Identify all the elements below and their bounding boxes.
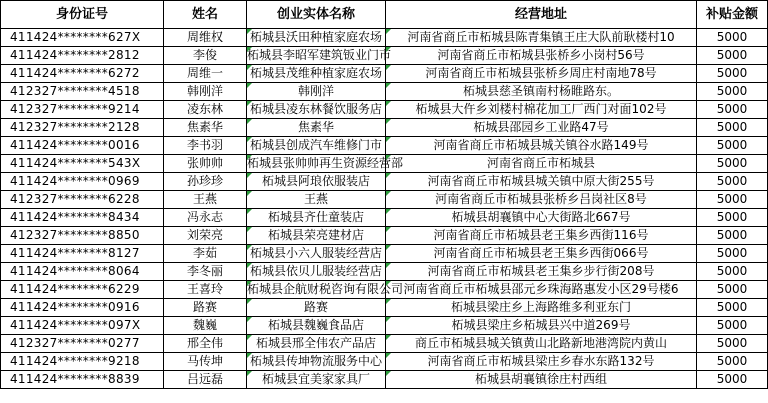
amount-cell[interactable]: [697, 245, 768, 263]
entity-cell-text: 柘城县依贝儿服装经营店: [249, 264, 382, 278]
address-cell[interactable]: [386, 245, 697, 263]
id-cell-text: 412327********2128: [10, 120, 140, 134]
id-cell-text: 411424********8064: [10, 264, 140, 278]
id-cell[interactable]: [1, 263, 164, 281]
id-cell[interactable]: [1, 155, 164, 173]
id-cell-text: 411424********0916: [10, 300, 140, 314]
entity-cell[interactable]: [247, 371, 386, 389]
entity-cell-text: 路赛: [303, 300, 328, 314]
entity-cell[interactable]: [247, 335, 386, 353]
name-cell[interactable]: [164, 173, 247, 191]
amount-cell[interactable]: [697, 83, 768, 101]
id-cell-text: 412327********4518: [10, 84, 140, 98]
error-indicator-icon: [386, 317, 391, 322]
name-cell[interactable]: [164, 317, 247, 335]
header-id[interactable]: 身份证号: [1, 1, 164, 29]
address-cell-text: 柘城县胡襄镇中心大街路北667号: [451, 210, 631, 224]
id-cell-text: 411424********097X: [10, 318, 141, 332]
name-cell-text: 张帅帅: [186, 156, 223, 170]
amount-cell-text: 5000: [716, 102, 748, 116]
address-cell[interactable]: [386, 371, 697, 389]
name-cell-text: 邢全伟: [186, 336, 223, 350]
entity-cell-text: 柘城县沃田种植家庭农场: [249, 30, 382, 44]
id-cell[interactable]: [1, 65, 164, 83]
id-cell[interactable]: [1, 371, 164, 389]
id-cell[interactable]: [1, 83, 164, 101]
address-cell[interactable]: [386, 83, 697, 101]
id-cell-text: 412327********8850: [10, 228, 140, 242]
table-row: [1, 353, 768, 371]
name-cell[interactable]: [164, 335, 247, 353]
name-cell-text: 吕远磊: [186, 372, 223, 386]
header-entity[interactable]: 创业实体名称: [247, 1, 386, 29]
id-cell-text: 411424********6229: [10, 282, 140, 296]
table-row: [1, 29, 768, 47]
id-cell-text: 411424********8839: [10, 372, 140, 386]
address-cell-text: 柘城县大仵乡刘楼村棉花加工厂西门对面102号: [415, 102, 667, 116]
amount-cell-text: 5000: [716, 30, 748, 44]
error-indicator-icon: [386, 101, 391, 106]
entity-cell[interactable]: [247, 65, 386, 83]
entity-cell[interactable]: [247, 155, 404, 173]
id-cell-text: 411424********627X: [10, 30, 141, 44]
error-indicator-icon: [247, 191, 252, 196]
table-row: [1, 209, 768, 227]
address-cell[interactable]: [386, 353, 697, 371]
entity-cell[interactable]: [247, 29, 386, 47]
error-indicator-icon: [247, 245, 252, 250]
id-cell-text: 412327********9214: [10, 102, 140, 116]
amount-cell-text: 5000: [716, 120, 748, 134]
name-cell[interactable]: [164, 119, 247, 137]
amount-cell-text: 5000: [716, 246, 748, 260]
amount-cell[interactable]: [697, 191, 768, 209]
error-indicator-icon: [247, 227, 252, 232]
entity-cell-text: 王燕: [303, 192, 328, 206]
name-cell[interactable]: [164, 245, 247, 263]
name-cell-text: 刘荣亮: [186, 228, 223, 242]
error-indicator-icon: [386, 83, 391, 88]
entity-cell-text: 柘城县创成汽车维修门市: [249, 138, 382, 152]
error-indicator-icon: [386, 29, 391, 34]
amount-cell-text: 5000: [716, 48, 748, 62]
address-cell-text: 河南省商丘市柘城县老王集乡步行街208号: [427, 264, 655, 278]
name-cell-text: 李冬丽: [186, 264, 223, 278]
name-cell-text: 焦素华: [186, 120, 223, 134]
address-cell-text: 河南省商丘市柘城县梁庄乡春水东路132号: [427, 354, 655, 368]
address-cell-text: 柘城县梁庄乡柘城县兴中道269号: [451, 318, 631, 332]
entity-cell[interactable]: [247, 281, 404, 299]
error-indicator-icon: [386, 335, 391, 340]
error-indicator-icon: [386, 281, 391, 286]
error-indicator-icon: [386, 245, 391, 250]
name-cell[interactable]: [164, 191, 247, 209]
table-row: [1, 245, 768, 263]
address-cell[interactable]: [386, 299, 697, 317]
entity-cell-text: 柘城县阿琅依服装店: [261, 174, 370, 188]
error-indicator-icon: [247, 65, 252, 70]
id-cell-text: 411424********8127: [10, 246, 140, 260]
entity-cell[interactable]: [247, 353, 386, 371]
table-row: [1, 101, 768, 119]
table-row: [1, 281, 768, 299]
amount-cell[interactable]: [697, 263, 768, 281]
entity-cell-text: 柘城县凌东林餐饮服务店: [249, 102, 382, 116]
error-indicator-icon: [386, 371, 391, 376]
error-indicator-icon: [247, 155, 252, 160]
amount-cell-text: 5000: [716, 84, 748, 98]
entity-cell[interactable]: [247, 299, 386, 317]
address-cell-text: 柘城县胡襄镇徐庄村西组: [474, 372, 607, 386]
address-cell[interactable]: [386, 47, 697, 65]
name-cell-text: 路赛: [192, 300, 217, 314]
address-cell-text: 柘城县梁庄乡上海路维多利亚东门: [450, 300, 631, 314]
entity-cell[interactable]: [247, 317, 386, 335]
name-cell[interactable]: [164, 47, 247, 65]
entity-cell-text: 柘城县魏巍食品店: [267, 318, 364, 332]
entity-cell-text: 焦素华: [297, 120, 334, 134]
id-cell[interactable]: [1, 299, 164, 317]
id-cell[interactable]: [1, 317, 164, 335]
amount-cell[interactable]: [697, 137, 768, 155]
amount-cell[interactable]: [697, 155, 768, 173]
id-cell[interactable]: [1, 47, 164, 65]
table-row: [1, 191, 768, 209]
error-indicator-icon: [247, 47, 252, 52]
error-indicator-icon: [386, 191, 391, 196]
id-cell-text: 412327********0277: [10, 336, 140, 350]
address-cell[interactable]: [386, 191, 697, 209]
table-row: [1, 137, 768, 155]
error-indicator-icon: [247, 353, 252, 358]
entity-cell-text: 柘城县小六人服装经营店: [249, 246, 382, 260]
table-row: [1, 371, 768, 389]
name-cell[interactable]: [164, 83, 247, 101]
address-cell[interactable]: [386, 317, 697, 335]
error-indicator-icon: [386, 65, 391, 70]
name-cell-text: 马传坤: [186, 354, 223, 368]
name-cell[interactable]: [164, 65, 247, 83]
address-cell[interactable]: [386, 335, 697, 353]
entity-cell-text: 柘城县齐仕童装店: [267, 210, 364, 224]
entity-cell-text: 柘城县传坤物流服务中心: [249, 354, 382, 368]
name-cell-text: 凌东林: [186, 102, 223, 116]
error-indicator-icon: [247, 119, 252, 124]
error-indicator-icon: [247, 83, 252, 88]
table-row: [1, 299, 768, 317]
table-row: [1, 119, 768, 137]
id-cell-text: 411424********9218: [10, 354, 140, 368]
address-cell[interactable]: [386, 281, 697, 299]
amount-cell-text: 5000: [716, 300, 748, 314]
error-indicator-icon: [386, 155, 391, 160]
amount-cell[interactable]: [697, 317, 768, 335]
address-cell-text: 柘城县邵园乡工业路47号: [473, 120, 609, 134]
error-indicator-icon: [247, 371, 252, 376]
error-indicator-icon: [247, 101, 252, 106]
entity-cell[interactable]: [247, 245, 386, 263]
amount-cell[interactable]: [697, 371, 768, 389]
name-cell[interactable]: [164, 29, 247, 47]
name-cell[interactable]: [164, 155, 247, 173]
amount-cell-text: 5000: [716, 372, 748, 386]
name-cell[interactable]: [164, 101, 247, 119]
entity-cell-text: 柘城县李昭军建筑钣业门市: [247, 48, 392, 62]
id-cell[interactable]: [1, 137, 164, 155]
name-cell[interactable]: [164, 299, 247, 317]
entity-cell[interactable]: [247, 47, 392, 65]
table-row: [1, 335, 768, 353]
amount-cell-text: 5000: [716, 174, 748, 188]
amount-cell[interactable]: [697, 227, 768, 245]
entity-cell-text: 柘城县荣亮建材店: [267, 228, 364, 242]
table-row: [1, 227, 768, 245]
error-indicator-icon: [247, 209, 252, 214]
id-cell-text: 411424********2812: [10, 48, 140, 62]
address-cell[interactable]: [386, 101, 697, 119]
id-cell[interactable]: [1, 119, 164, 137]
amount-cell[interactable]: [697, 101, 768, 119]
address-cell[interactable]: [386, 65, 697, 83]
table-row: [1, 317, 768, 335]
amount-cell-text: 5000: [716, 336, 748, 350]
amount-cell[interactable]: [697, 299, 768, 317]
address-cell-text: 柘城县慈圣镇南村杨睢路东。: [462, 84, 619, 98]
error-indicator-icon: [386, 137, 391, 142]
entity-cell-text: 韩刚洋: [297, 84, 334, 98]
id-cell[interactable]: [1, 353, 164, 371]
entity-cell[interactable]: [247, 191, 386, 209]
table-row: [1, 263, 768, 281]
name-cell[interactable]: [164, 263, 247, 281]
id-cell[interactable]: [1, 173, 164, 191]
id-cell[interactable]: [1, 191, 164, 209]
id-cell[interactable]: [1, 29, 164, 47]
address-cell-text: 河南省商丘市柘城县老王集乡西街066号: [433, 246, 649, 260]
error-indicator-icon: [386, 299, 391, 304]
header-amount[interactable]: 补贴金额: [697, 1, 768, 29]
name-cell[interactable]: [164, 353, 247, 371]
address-cell[interactable]: [386, 137, 697, 155]
address-cell-text: 河南省商丘市柘城县城关镇谷水路149号: [433, 138, 649, 152]
amount-cell[interactable]: [697, 29, 768, 47]
id-cell-text: 411424********0969: [10, 174, 140, 188]
amount-cell-text: 5000: [716, 210, 748, 224]
id-cell-text: 411424********543X: [10, 156, 141, 170]
address-cell[interactable]: [386, 173, 697, 191]
error-indicator-icon: [247, 137, 252, 142]
amount-cell[interactable]: [697, 335, 768, 353]
address-cell-text: 河南省商丘市柘城县张桥乡小岗村56号: [437, 48, 645, 62]
address-cell-text: 河南省商丘市柘城县城关镇中原大街255号: [427, 174, 655, 188]
id-cell[interactable]: [1, 209, 164, 227]
address-cell-text: 河南省商丘市柘城县: [486, 156, 595, 170]
header-address[interactable]: 经营地址: [386, 1, 697, 29]
address-cell[interactable]: [386, 119, 697, 137]
address-cell-text: 河南省商丘市柘城县张桥乡周庄村南地78号: [425, 66, 657, 80]
table-body: [1, 29, 768, 389]
name-cell-text: 李茹: [192, 246, 217, 260]
address-cell[interactable]: [386, 209, 697, 227]
entity-cell-text: 柘城县邢全伟农产品店: [255, 336, 376, 350]
name-cell-text: 韩刚洋: [186, 84, 223, 98]
amount-cell-text: 5000: [716, 156, 748, 170]
amount-cell-text: 5000: [716, 354, 748, 368]
address-cell-text: 河南省商丘市柘城县陈青集镇王庄大队前耿楼村10: [407, 30, 675, 44]
name-cell-text: 李俊: [192, 48, 217, 62]
amount-cell[interactable]: [697, 281, 768, 299]
entity-cell[interactable]: [247, 227, 386, 245]
address-cell[interactable]: [386, 227, 697, 245]
address-cell-text: 河南省商丘市柘城县张桥乡吕岗社区8号: [435, 192, 647, 206]
table-row: [1, 83, 768, 101]
amount-cell[interactable]: [697, 65, 768, 83]
error-indicator-icon: [386, 353, 391, 358]
entity-cell[interactable]: [247, 101, 386, 119]
id-cell-text: 411424********0016: [10, 138, 140, 152]
id-cell-text: 411424********6272: [10, 66, 140, 80]
name-cell-text: 周维一: [186, 66, 223, 80]
id-cell[interactable]: [1, 227, 164, 245]
entity-cell-text: 柘城县企航财税咨询有限公司: [247, 282, 404, 296]
amount-cell[interactable]: [697, 173, 768, 191]
id-cell[interactable]: [1, 281, 164, 299]
address-cell-text: 河南省商丘市柘城县老王集乡西街116号: [433, 228, 649, 242]
error-indicator-icon: [247, 29, 252, 34]
amount-cell-text: 5000: [716, 282, 748, 296]
amount-cell[interactable]: [697, 119, 768, 137]
entity-cell-text: 柘城县张帅帅再生资源经营部: [247, 156, 404, 170]
error-indicator-icon: [247, 299, 252, 304]
entity-cell-text: 柘城县茂维种植家庭农场: [249, 66, 382, 80]
amount-cell[interactable]: [697, 209, 768, 227]
address-cell[interactable]: [386, 155, 697, 173]
table-row: [1, 155, 768, 173]
id-cell[interactable]: [1, 101, 164, 119]
amount-cell-text: 5000: [716, 264, 748, 278]
amount-cell-text: 5000: [716, 138, 748, 152]
name-cell[interactable]: [164, 371, 247, 389]
name-cell[interactable]: [164, 281, 247, 299]
entity-cell-text: 柘城县宜美家家具厂: [261, 372, 370, 386]
table-row: [1, 173, 768, 191]
address-cell-text: 商丘市柘城县城关镇黄山北路新地港湾院内黄山: [414, 336, 667, 350]
amount-cell[interactable]: [697, 353, 768, 371]
address-cell[interactable]: [386, 29, 697, 47]
name-cell-text: 魏巍: [192, 318, 217, 332]
id-cell[interactable]: [1, 335, 164, 353]
entity-cell[interactable]: [247, 137, 386, 155]
error-indicator-icon: [386, 47, 391, 52]
amount-cell-text: 5000: [716, 318, 748, 332]
error-indicator-icon: [386, 227, 391, 232]
entity-cell[interactable]: [247, 119, 386, 137]
name-cell-text: 周维权: [186, 30, 223, 44]
error-indicator-icon: [247, 281, 252, 286]
entity-cell[interactable]: [247, 173, 386, 191]
name-cell-text: 孙珍珍: [186, 174, 223, 188]
name-cell-text: 王喜玲: [186, 282, 223, 296]
entity-cell[interactable]: [247, 83, 386, 101]
entity-cell[interactable]: [247, 209, 386, 227]
name-cell-text: 王燕: [192, 192, 217, 206]
id-cell-text: 412327********6228: [10, 192, 140, 206]
id-cell[interactable]: [1, 245, 164, 263]
table-row: [1, 65, 768, 83]
error-indicator-icon: [247, 335, 252, 340]
amount-cell-text: 5000: [716, 192, 748, 206]
name-cell-text: 冯永志: [186, 210, 223, 224]
name-cell[interactable]: [164, 137, 247, 155]
name-cell[interactable]: [164, 209, 247, 227]
error-indicator-icon: [386, 173, 391, 178]
amount-cell-text: 5000: [716, 228, 748, 242]
address-cell-text: 河南省商丘市柘城县邵元乡珠海路惠发小区29号楼6: [403, 282, 679, 296]
entity-cell[interactable]: [247, 263, 386, 281]
error-indicator-icon: [386, 209, 391, 214]
error-indicator-icon: [386, 119, 391, 124]
address-cell[interactable]: [386, 263, 697, 281]
amount-cell-text: 5000: [716, 66, 748, 80]
table-row: [1, 47, 768, 65]
error-indicator-icon: [386, 263, 391, 268]
name-cell[interactable]: [164, 227, 247, 245]
error-indicator-icon: [247, 173, 252, 178]
id-cell-text: 411424********8434: [10, 210, 140, 224]
header-name[interactable]: 姓名: [164, 1, 247, 29]
header-row: [1, 1, 768, 29]
name-cell-text: 李书羽: [186, 138, 223, 152]
error-indicator-icon: [247, 263, 252, 268]
amount-cell[interactable]: [697, 47, 768, 65]
error-indicator-icon: [247, 317, 252, 322]
